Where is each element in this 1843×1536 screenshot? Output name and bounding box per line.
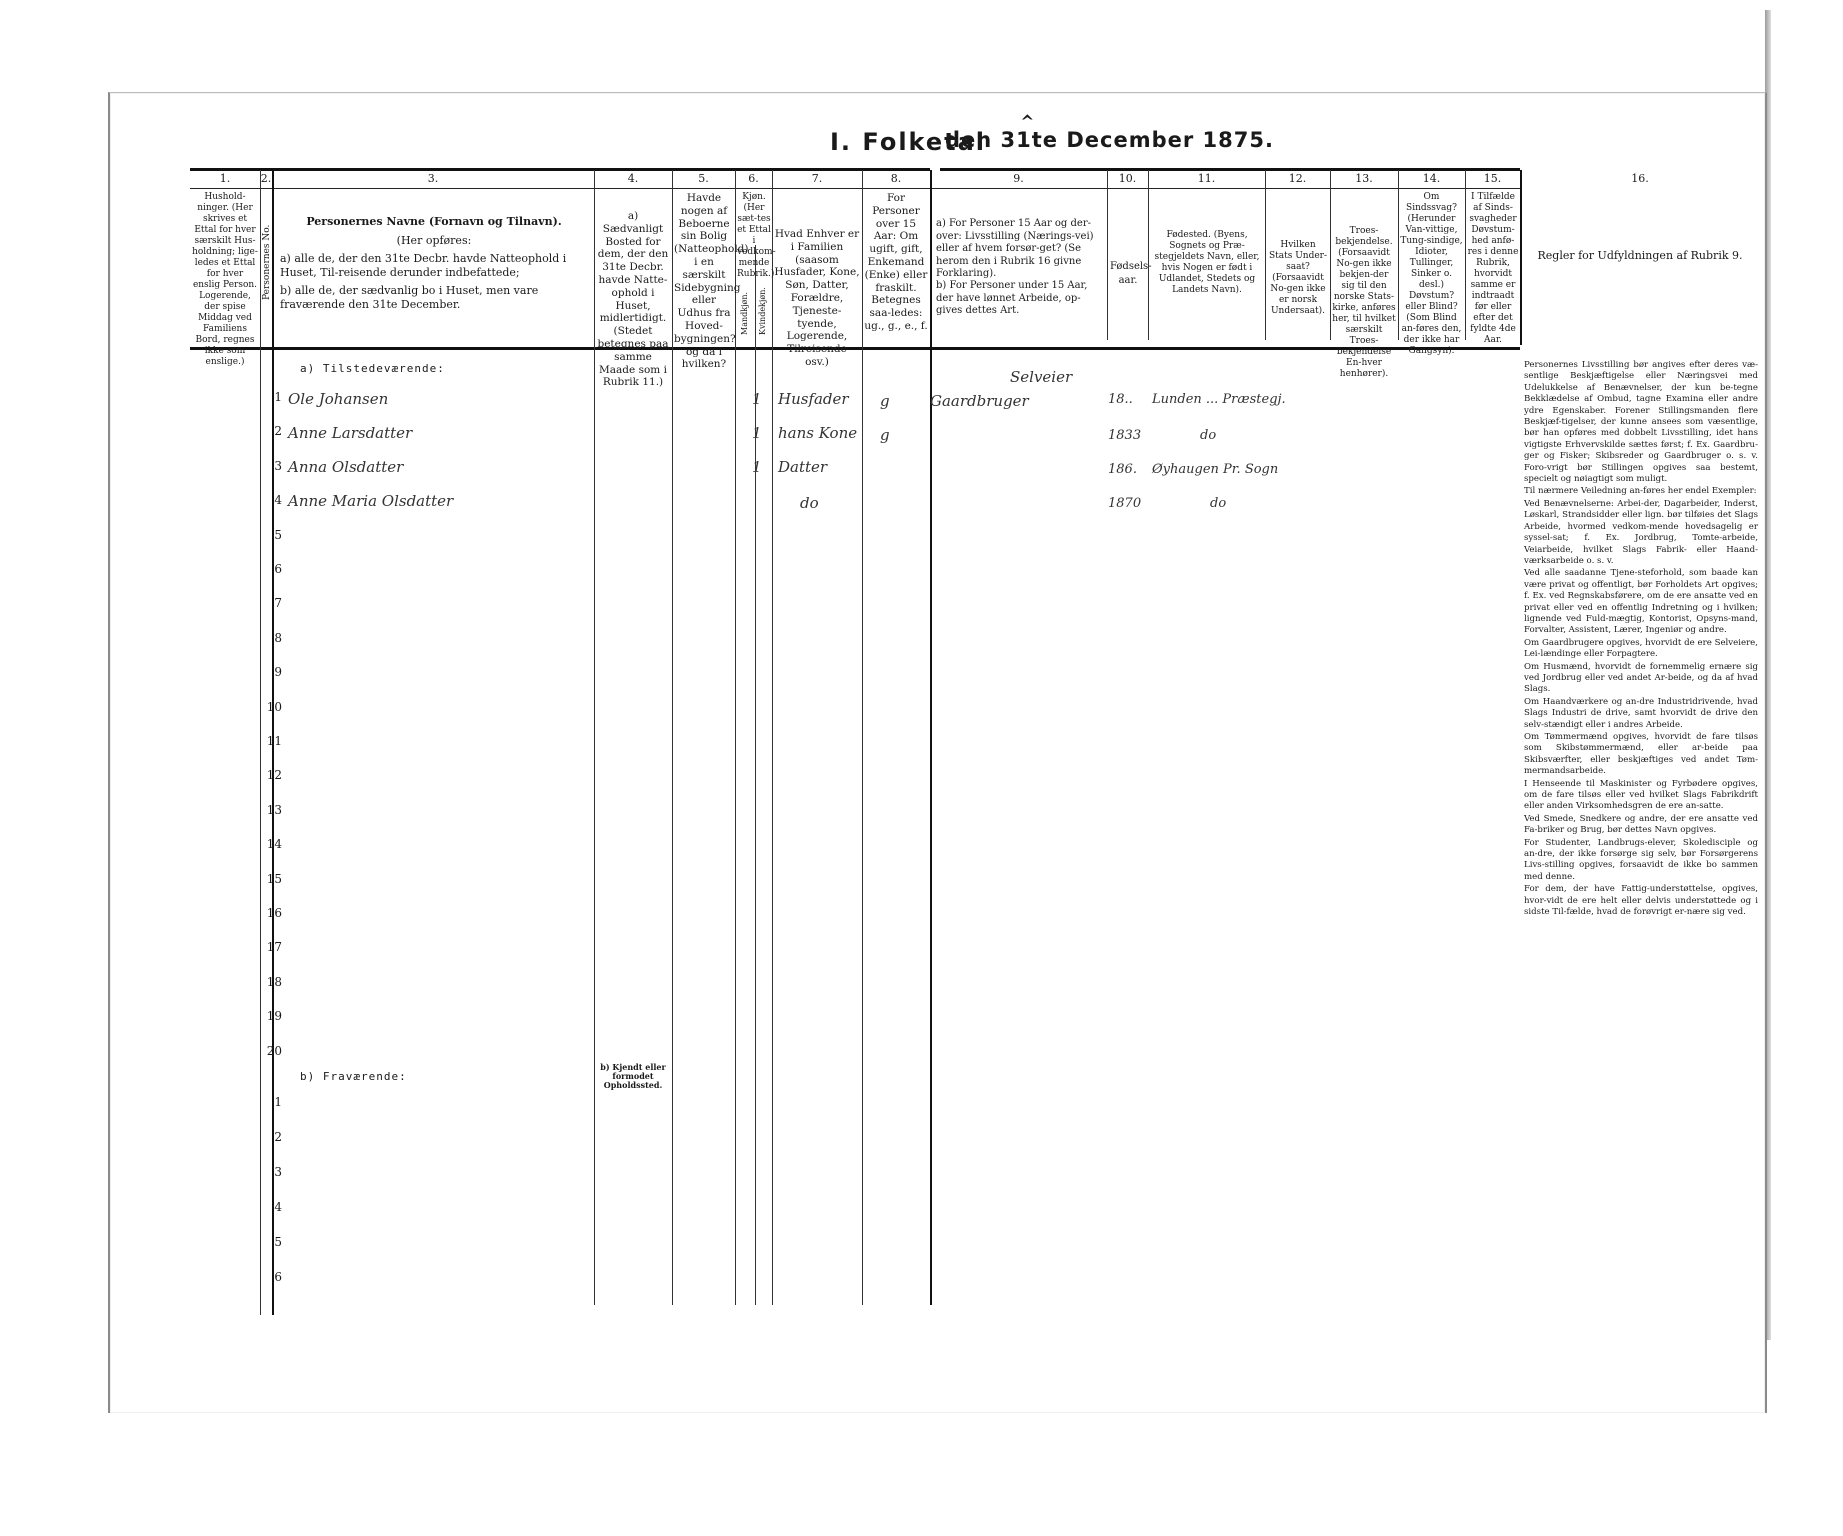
row2-birthyear: 1833 [1108,428,1142,443]
row3-birthplace: Øyhaugen Pr. Sogn [1152,462,1279,477]
present-row-number: 5 [274,527,282,542]
header-names-title: Personernes Navne (Fornavn og Tilnavn). [306,215,562,228]
header-birthplace: Fødested. (Byens, Sognets og Præ-stegjeldets Navn, eller, hvis Nogen er født i Udlandet, Stedets og Landets Navn). [1154,230,1260,295]
present-row-number: 14 [266,837,282,852]
colnum-7: 7. [811,172,823,185]
rules-paragraph: Ved Smede, Snedkere og andre, der ere ansatte ved Fa-briker og Brug, bør dettes Navn opgives. [1524,813,1758,836]
present-row-number: 11 [266,734,282,748]
colnum-11: 11. [1197,172,1216,185]
row2-name: Anne Larsdatter [288,424,413,442]
rules-paragraph: I Henseende til Maskinister og Fyrbødere opgives, om de fare tilsøs eller ved hvilket Slags Fabrikdrift eller anden Virksomhedsgren de ere an-satte. [1524,778,1758,812]
colnum-15: 15. [1483,172,1502,185]
header-top-rule-right [940,168,1520,171]
rules-paragraph: Om Haandværkere og an-dre Industridrivende, hvad Slags Industri de drive, samt hvorvidt de drive den selv-stændigt eller i andres Arbeide. [1524,696,1758,730]
row1-occupation: Gaardbruger [930,392,1029,410]
row1-civil: g [880,392,890,410]
header-outbuilding: Havde nogen af Beboerne sin Bolig (Natteophold) i en særskilt Sidebygning eller Udhus fra Hoved-bygningen? og da i hvilken? [674,192,749,371]
header-disability: Om Sindssvag? (Herunder Van-vittige, Tung-sindige, Idioter, Tullinger, Sinker o. desl.) Døvstum? eller Blind? (Som Blind an-føres den, der ikke har Gangsyn). [1400,192,1463,356]
row1-occupation-above: Selveier [1010,368,1073,386]
rules-paragraph: Om Gaardbrugere opgives, hvorvidt de ere Selveiere, Lei-lændinge eller Forpagtere. [1524,637,1758,660]
row3-sex: 1 [752,458,762,476]
colnum-4: 4. [627,172,639,185]
col-sep-8 [930,170,932,1305]
rules-paragraph: Personernes Livsstilling bør angives efter deres væ-sentlige Beskjæftigelse eller Næringsvei med Udelukkelse af Benævnelser, der kun be-tegne Bekklædelse af Ombud, tagne Examina eller andre ydre Egenskaber. Forener Stillingsmanden flere Beskjæf-tigelser, der kunne ansees som væsentlige, bør han opføres med dobbelt Livsstilling, idet hans vigtigste Erhvervskilde sættes først; f. Ex. Gaardbru-ger og Fisker; Skibsreder og Gaardbruger o. s. v. Foro-vrigt bør Stillingen opgives saa bestemt, specielt og nøiagtigt som muligt. [1524,360,1758,485]
col-sep-15 [1520,170,1522,345]
row3-name: Anna Olsdatter [288,458,404,476]
row3-role: Datter [778,458,828,476]
section-absent: b) Fraværende: [300,1070,407,1083]
header-sex: Kjøn. (Her sæt-tes et Ettal i vedkom-mende Rubrik.) [737,192,776,279]
colnum-6: 6. [748,172,759,185]
header-names-a: a) alle de, der den 31te Decbr. havde Natteophold i Huset, Til-reisende derunder indbefattede; [280,252,567,279]
row4-birthyear: 1870 [1108,496,1142,511]
colnum-rule [190,188,1520,189]
absent-row-number: 3 [274,1165,282,1179]
present-row-number: 1 [274,390,282,404]
row2-sex: 1 [752,424,762,442]
rules-paragraph: For dem, der have Fattig-understøttelse, opgives, hvor-vidt de ere helt eller delvis understøttede og i sidste Til-fælde, hvad de forøvrigt er-nære sig ved. [1524,884,1758,918]
header-onset: I Tilfælde af Sinds-svagheder Døvstum-hed anfø-res i denne Rubrik, hvorvidt samme er indtraadt før eller efter det fyldte 4de Aar. [1467,192,1519,345]
col-sep-12 [1330,170,1331,340]
row1-name: Ole Johansen [288,390,389,408]
row2-role: hans Kone [778,424,858,442]
header-religion: Troes-bekjendelse. (Forsaavidt No-gen ikke bekjen-der sig til den norske Stats-kirke, anføres her, til hvilket særskilt Troes-bekjendelse En-hver henhører). [1332,226,1396,379]
present-row-number: 7 [274,596,282,611]
colnum-10: 10. [1118,172,1137,185]
col-sep-3 [594,170,595,1305]
header-usual-residence: a) Sædvanligt Bosted for dem, der den 31te Decbr. havde Natte-ophold i Huset, midlertidigt. (Stedet betegnes paa samme Maade som i Rubrik 11.) [597,210,669,389]
header-occupation-b: b) For Personer under 15 Aar, der have lønnet Arbeide, op-gives dettes Art. [936,280,1088,316]
present-row-number: 19 [266,1009,282,1024]
rules-paragraph: For Studenter, Landbrugs-elever, Skoledisciple og an-dre, der ikke forsørge sig selv, bør Forsørgerens Livs-stilling opgives, forsaavidt de ikke bo sammen med denne. [1524,837,1758,882]
absent-row-number: 4 [274,1200,282,1214]
colnum-5: 5. [698,172,709,185]
colnum-9: 9. [1013,172,1024,185]
header-names-sub: (Her opføres: [396,234,472,247]
colnum-12: 12. [1288,172,1307,185]
col-sep-14 [1465,170,1466,340]
header-birth-year: Fødsels-aar. [1110,261,1152,286]
col-sep-6 [772,170,773,1305]
absent-row-number: 2 [274,1130,282,1144]
present-row-number: 17 [266,940,282,955]
page-mark: ‸ [1020,96,1035,120]
rules-paragraph: Om Tømmermænd opgives, hvorvidt de fare tilsøs som Skibstømmermænd, eller ar-beide paa Skibsværfter, eller beskjæftiges ved andet Tøm-mermandsarbeide. [1524,732,1758,777]
header-rules: Regler for Udfyldningen af Rubrik 9. [1537,249,1743,262]
colnum-13: 13. [1355,172,1373,185]
col-sep-4 [672,170,673,1305]
rules-paragraph: Ved Benævnelserne: Arbei-der, Dagarbeider, Inderst, Løskarl, Strandsidder eller lign. bør tilføies det Slags Arbeide, hvormed vedkom-mende hovedsagelig er syssel-sat; f. Ex. Jordbrug, Tomte-arbeide, Veiarbeide, hvilket Slags Fabrik- eller Haand-værksarbeide o. s. v. [1524,498,1758,566]
absent-row-number: 6 [274,1270,282,1284]
present-row-number: 8 [274,630,282,645]
present-row-number: 3 [274,458,282,473]
colnum-14: 14. [1422,172,1441,185]
header-female: Kvindekjøn. [758,287,767,335]
colnum-2: 2. [260,172,272,185]
colnum-8: 8. [890,172,902,185]
header-top-rule-left [190,168,930,171]
rules-paragraph: Ved alle saadanne Tjene-steforhold, som baade kan være privat og offentligt, bør Forholdets Art opgives; f. Ex. ved Regnskabsførere, om de ere ansatte ved en privat eller ved en offentlig Indretning og i hvilken; lignende ved Fuld-mægtig, Kontorist, Opsyns-mand, Forvalter, Assistent, Lærer, Ingeniør og andre. [1524,568,1758,636]
header-civil-status: For Personer over 15 Aar: Om ugift, gift, Enkemand (Enke) eller fraskilt. Betegnes saa-ledes: ug., g., e., f. [864,192,928,332]
row3-birthyear: 186. [1108,462,1137,477]
col-sep-10 [1148,170,1149,340]
col-sep-9 [1107,170,1108,340]
absent-row-number: 1 [274,1095,282,1109]
row2-birthplace: do [1200,428,1217,443]
present-row-number: 15 [266,871,282,886]
row1-role: Husfader [778,390,849,408]
section-present: a) Tilstedeværende: [300,362,445,375]
form-title: I. Folketal [830,128,987,156]
row1-birthplace: Lunden ... Præstegj. [1152,392,1286,407]
header-family-role: Hvad Enhver er i Familien (saasom Husfader, Kone, Søn, Datter, Forældre, Tjeneste-tyende, Logerende, Tilreisende osv.) [774,228,860,368]
present-row-number: 13 [266,802,282,817]
header-citizenship: Hvilken Stats Under-saat? (Forsaavidt No-gen ikke er norsk Undersaat). [1268,240,1328,316]
row1-birthyear: 18.. [1108,392,1133,407]
rules-paragraph: Til nærmere Veiledning an-føres her endel Exempler: [1524,486,1757,497]
col-sep-11 [1265,170,1266,340]
absent-row-number: 5 [274,1235,282,1249]
present-row-number: 10 [266,699,282,714]
col-sep-13 [1398,170,1399,340]
row4-birthplace: do [1210,496,1227,511]
rubrik9-rules [1524,360,1758,920]
row2-civil: g [880,426,890,444]
present-row-number: 12 [266,768,282,783]
rules-paragraph: Om Husmænd, hvorvidt de fornemmelig ernære sig ved Jordbrug eller ved andet Ar-beide, og da af hvad Slags. [1524,661,1758,695]
colnum-1: 1. [219,172,231,185]
colnum-3: 3. [427,172,439,185]
form-date: den 31te December 1875. [945,128,1274,152]
row4-name: Anne Maria Olsdatter [288,492,454,510]
present-row-number: 4 [274,493,282,508]
present-row-number: 18 [266,974,282,989]
header-occupation-a: a) For Personer 15 Aar og der-over: Livsstilling (Nærings-vei) eller af hvem forsør-get? (Se herom den i Rubrik 16 givne Forklaring). [936,218,1094,279]
present-row-number: 20 [266,1043,282,1058]
colnum-16: 16. [1631,172,1649,185]
row4-role: do [800,494,819,512]
present-row-number: 16 [266,906,282,920]
row1-sex: 1 [752,390,762,408]
header-households: Hushold-ninger. (Her skrives et Ettal for hver særskilt Hus-holdning; lige-ledes et Ettal for hver enslig Person. Logerende, der spise Middag ved Familiens Bord, regnes ikke som enslige.) [192,192,258,367]
header-person-no: Personernes No. [262,224,272,300]
present-row-number: 9 [274,665,282,680]
present-row-number: 2 [274,424,282,439]
header-names-b: b) alle de, der sædvanlig bo i Huset, men vare fraværende den 31te December. [280,284,539,311]
header-male: Mandkjøn. [740,291,749,335]
absent-location-header: b) Kjendt eller formodet Opholdssted. [600,1062,666,1090]
col-sep-7 [862,170,863,1305]
present-row-number: 6 [274,562,282,576]
